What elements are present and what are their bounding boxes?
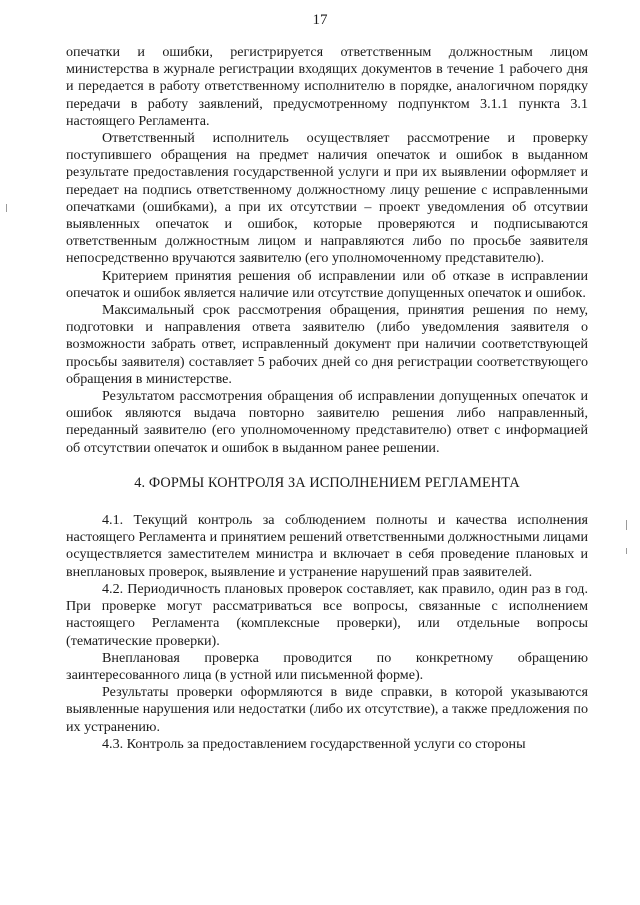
paragraph-decision-criterion: Критерием принятия решения об исправлении или об отказе в исправлении опечаток и ошибок является наличие или отсутствие допущенных опечаток и ошибок. (66, 267, 588, 301)
scan-margin-mark-left (6, 204, 7, 212)
paragraph-4-3: 4.3. Контроль за предоставлением государственной услуги со стороны (102, 735, 526, 752)
paragraph-result: Результатом рассмотрения обращения об исправлении допущенных опечаток и ошибок являются выдача повторно заявителю решения либо направленный, переданный заявителю (его уполномоченному представителю) ответ с информацией об отсутствии опечаток и ошибок в выданном ранее решении. (66, 388, 588, 456)
paragraph-4-2: 4.2. Периодичность плановых проверок составляет, как правило, один раз в год. При проверке могут рассматриваться все вопросы, связанные с исполнением настоящего Регламента (комплексные проверки), или отдельные вопросы (тематические проверки). (66, 580, 588, 649)
paragraph-continuation: опечатки и ошибки, регистрируется ответственным должностным лицом министерства в журнале регистрации входящих документов в течение 1 рабочего дня и передается в работу ответственному исполнителю в порядке, аналогичном порядку передачи в работу заявлений, предусмотренному подпунктом 3.1.1 пункта 3.1 настоящего Регламента. (66, 44, 588, 129)
paragraph-4-1: 4.1. Текущий контроль за соблюдением полноты и качества исполнения настоящего Регламента и принятием решений ответственными должностными лицами осуществляется заместителем министра и включает в себя проведение плановых и внеплановых проверок, выявление и устранение нарушений прав заявителей. (66, 512, 588, 580)
scan-margin-mark-right (626, 520, 627, 530)
paragraph-check-results: Результаты проверки оформляются в виде справки, в которой указываются выявленные нарушения или недостатки (либо их отсутствие), а также предложения по их устранению. (66, 684, 588, 735)
paragraph-unscheduled-check: Внеплановая проверка проводится по конкретному обращению заинтересованного лица (в устной или письменной форме). (66, 649, 588, 683)
section-heading: 4. ФОРМЫ КОНТРОЛЯ ЗА ИСПОЛНЕНИЕМ РЕГЛАМЕНТА (134, 474, 520, 491)
document-body (66, 44, 588, 753)
scan-margin-mark-right-lower (626, 548, 627, 554)
paragraph-executor-review: Ответственный исполнитель осуществляет рассмотрение и проверку поступившего обращения на предмет наличия опечаток и ошибок в выданном результате предоставления государственной услуги и при их выявлении оформляет и передает на подпись ответственному должностному лицу решение с исправленными опечатками (ошибками), а при их отсутствии – проект уведомления об отсутвии выявленных опечаток и ошибок, которые проверяются и подписываются ответственным должностным лицом и направляются либо по просьбе заявителя непосредственно вручаются заявителю (его уполномоченному представителю). (66, 130, 588, 267)
paragraph-max-term: Максимальный срок рассмотрения обращения, принятия решения по нему, подготовки и направления ответа заявителю (либо уведомления заявителя о возможности забрать ответ, исправленный документ при наличии соответствующей просьбы заявителя) составляет 5 рабочих дней со дня регистрации соответствующего обращения в министерстве. (66, 302, 588, 387)
page-number: 17 (312, 12, 328, 28)
